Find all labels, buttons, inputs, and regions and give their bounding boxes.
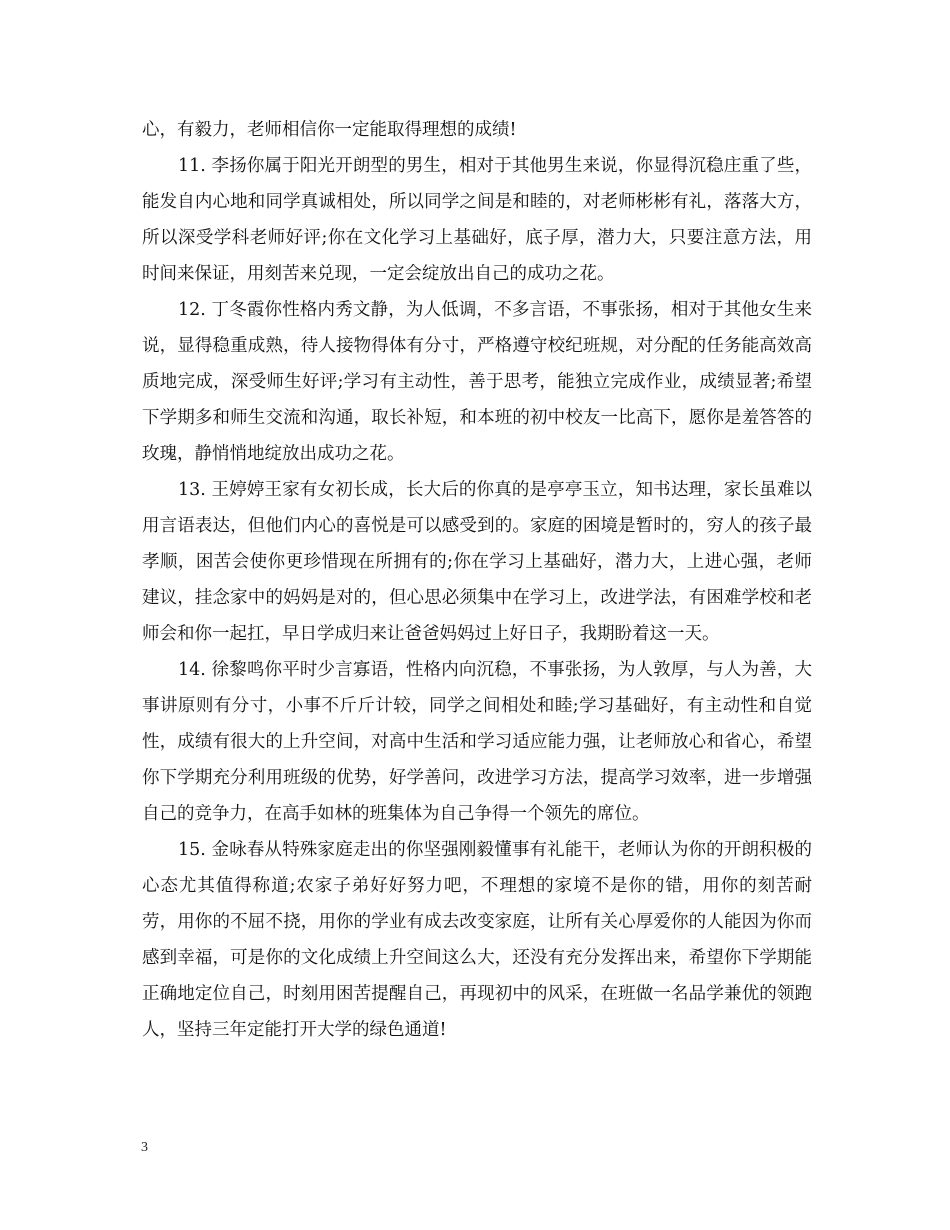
paragraph-continuation: 心，有毅力，老师相信你一定能取得理想的成绩!	[142, 120, 517, 140]
paragraph-comment-14: 14. 徐黎鸣你平时少言寡语，性格内向沉稳，不事张扬，为人敦厚，与人为善，大事讲原则有分寸，小事不斤斤计较，同学之间相处和睦;学习基础好，有主动性和自觉性，成绩有很大的上升空间，对高中生活和学习适应能力强，让老师放心和省心，希望你下学期充分利用班级的优势，好学善问，改进学习方法，提高学习效率，进一步增强自己的竞争力，在高手如林的班集体为自己争得一个领先的席位。	[142, 660, 812, 824]
document-body	[142, 112, 812, 1048]
paragraph-comment-11: 11. 李扬你属于阳光开朗型的男生，相对于其他男生来说，你显得沉稳庄重了些，能发自内心地和同学真诚相处，所以同学之间是和睦的，对老师彬彬有礼，落落大方，所以深受学科老师好评;你在文化学习上基础好，底子厚，潜力大，只要注意方法，用时间来保证，用刻苦来兑现，一定会绽放出自己的成功之花。	[142, 156, 812, 284]
paragraph-comment-12: 12. 丁冬霞你性格内秀文静，为人低调，不多言语，不事张扬，相对于其他女生来说，显得稳重成熟，待人接物得体有分寸，严格遵守校纪班规，对分配的任务能高效高质地完成，深受师生好评;学习有主动性，善于思考，能独立完成作业，成绩显著;希望下学期多和师生交流和沟通，取长补短，和本班的初中校友一比高下，愿你是羞答答的玫瑰，静悄悄地绽放出成功之花。	[142, 300, 812, 464]
paragraph-comment-13: 13. 王婷婷王家有女初长成，长大后的你真的是亭亭玉立，知书达理，家长虽难以用言语表达，但他们内心的喜悦是可以感受到的。家庭的困境是暂时的，穷人的孩子最孝顺，困苦会使你更珍惜现在所拥有的;你在学习上基础好，潜力大，上进心强，老师建议，挂念家中的妈妈是对的，但心思必须集中在学习上，改进学法，有困难学校和老师会和你一起扛，早日学成归来让爸爸妈妈过上好日子，我期盼着这一天。	[142, 480, 812, 644]
paragraph-comment-15: 15. 金咏春从特殊家庭走出的你坚强刚毅懂事有礼能干，老师认为你的开朗积极的心态尤其值得称道;农家子弟好好努力吧，不理想的家境不是你的错，用你的刻苦耐劳，用你的不屈不挠，用你的学业有成去改变家庭，让所有关心厚爱你的人能因为你而感到幸福，可是你的文化成绩上升空间这么大，还没有充分发挥出来，希望你下学期能正确地定位自己，时刻用困苦提醒自己，再现初中的风采，在班做一名品学兼优的领跑人，坚持三年定能打开大学的绿色通道!	[142, 840, 812, 1040]
page-number: 3	[141, 1140, 148, 1155]
